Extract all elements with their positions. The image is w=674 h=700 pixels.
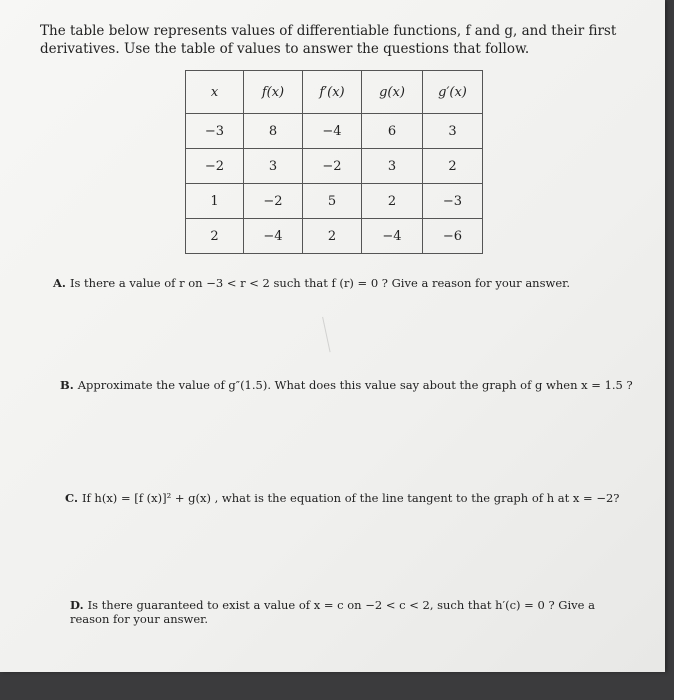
table-cell: 3 [244, 149, 303, 184]
header-f-prime: f′(x) [303, 71, 362, 114]
question-label: D. [70, 598, 84, 612]
table-cell: 2 [186, 219, 244, 254]
table-cell: −4 [244, 219, 303, 254]
question-text: Is there guaranteed to exist a value of x = c on −2 < c < 2, such that h′(c) = 0 ? Give a reason for your answer. [70, 598, 595, 626]
table-cell: 8 [244, 114, 303, 149]
table-row [186, 184, 483, 219]
header-g: g(x) [362, 71, 423, 114]
question-label: C. [65, 491, 78, 505]
table-cell: 1 [186, 184, 244, 219]
header-x: x [186, 71, 244, 114]
table-cell: 3 [362, 149, 423, 184]
question-text: Is there a value of r on −3 < r < 2 such that f (r) = 0 ? Give a reason for your answer. [69, 276, 571, 290]
table-cell: −3 [186, 114, 244, 149]
table-cell: −2 [303, 149, 362, 184]
table-row [186, 219, 483, 254]
question-text: Approximate the value of g″(1.5). What does this value say about the graph of g when x = 1.5 ? [77, 378, 633, 392]
question-a [53, 276, 570, 290]
question-label: A. [53, 276, 66, 290]
values-table [185, 70, 483, 254]
question-b [60, 378, 633, 392]
table-cell: −3 [423, 184, 483, 219]
table-cell: 2 [423, 149, 483, 184]
table-cell: 2 [303, 219, 362, 254]
table-row [186, 149, 483, 184]
question-d [70, 598, 630, 626]
header-g-prime: g′(x) [423, 71, 483, 114]
table-cell: −4 [303, 114, 362, 149]
table-cell: 3 [423, 114, 483, 149]
table-cell: 2 [362, 184, 423, 219]
table-cell: −6 [423, 219, 483, 254]
table-cell: −2 [244, 184, 303, 219]
question-c [65, 491, 619, 505]
intro-text: The table below represents values of differentiable functions, f and g, and their first derivatives. Use the table of values to answer the questions that follow. [40, 23, 617, 57]
table-cell: 6 [362, 114, 423, 149]
header-f: f(x) [244, 71, 303, 114]
table-row [186, 114, 483, 149]
table-cell: 5 [303, 184, 362, 219]
question-label: B. [60, 378, 74, 392]
question-text: If h(x) = [f (x)]² + g(x) , what is the equation of the line tangent to the graph of h at x = −2? [81, 491, 620, 505]
table-header-row [186, 71, 483, 114]
table-cell: −4 [362, 219, 423, 254]
pen-mark-decoration [308, 317, 330, 355]
table-cell: −2 [186, 149, 244, 184]
